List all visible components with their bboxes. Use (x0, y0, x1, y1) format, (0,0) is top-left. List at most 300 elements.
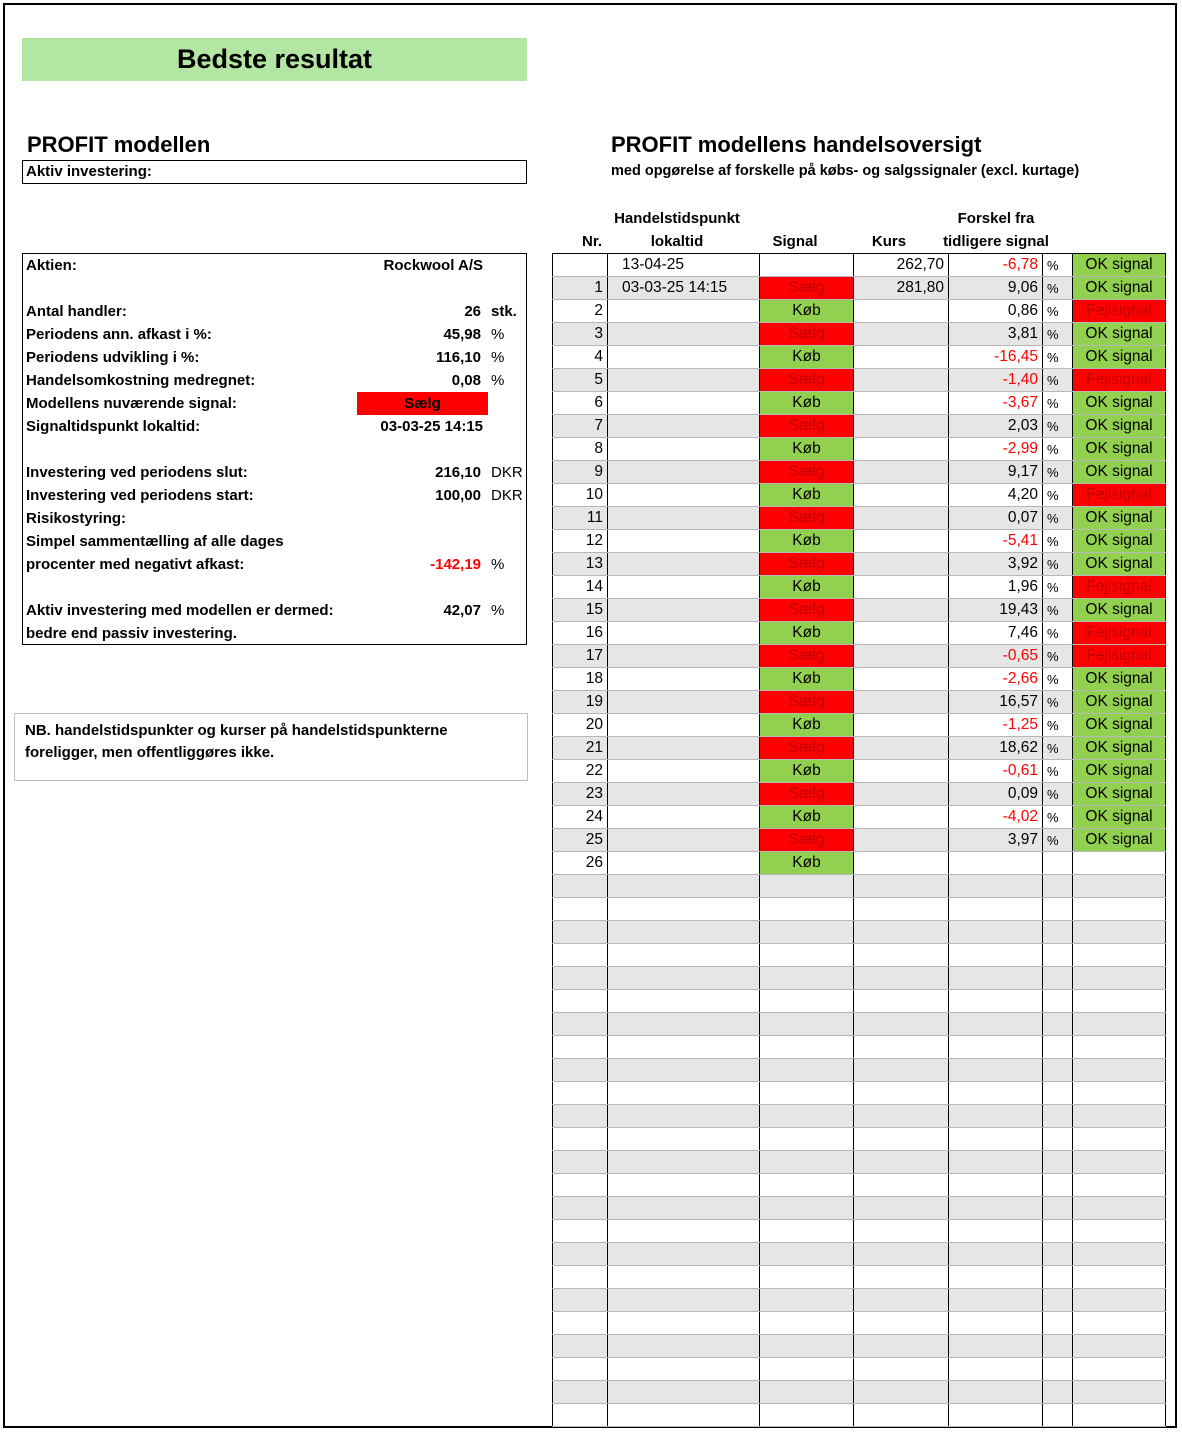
stat-value: 0,08 (451, 372, 481, 389)
cell-kurs (854, 1220, 949, 1243)
cell-kurs (854, 852, 949, 875)
cell-result: OK signal (1073, 553, 1166, 576)
cell-time (608, 1197, 760, 1220)
cell-time (608, 599, 760, 622)
table-row (553, 530, 1166, 553)
cell-result: OK signal (1073, 254, 1166, 277)
cell-nr: 14 (553, 576, 608, 599)
cell-diff (949, 1036, 1043, 1059)
cell-pct: % (1043, 484, 1073, 507)
trades-table (552, 253, 1166, 1427)
cell-diff: -2,99 (949, 438, 1043, 461)
cell-diff (949, 1151, 1043, 1174)
cell-result: OK signal (1073, 691, 1166, 714)
stat-unit: % (491, 326, 505, 343)
stat-label: procenter med negativt afkast: (26, 556, 245, 573)
stat-value: -142,19 (430, 556, 481, 573)
cell-result (1073, 1220, 1166, 1243)
cell-nr: 21 (553, 737, 608, 760)
header-diff-1: Forskel fra (957, 210, 1035, 227)
cell-signal (760, 1082, 854, 1105)
cell-pct (1043, 990, 1073, 1013)
cell-signal (760, 944, 854, 967)
cell-time (608, 622, 760, 645)
cell-kurs (854, 714, 949, 737)
cell-signal: Sælg (760, 415, 854, 438)
cell-signal: Sælg (760, 461, 854, 484)
cell-pct (1043, 1128, 1073, 1151)
cell-time (608, 507, 760, 530)
cell-nr (553, 921, 608, 944)
cell-diff: 4,20 (949, 484, 1043, 507)
cell-time (608, 369, 760, 392)
cell-signal: Køb (760, 852, 854, 875)
cell-kurs (854, 530, 949, 553)
cell-nr (553, 1358, 608, 1381)
cell-time (608, 760, 760, 783)
table-row (553, 484, 1166, 507)
cell-pct (1043, 1174, 1073, 1197)
cell-signal (760, 990, 854, 1013)
cell-result: OK signal (1073, 461, 1166, 484)
cell-kurs (854, 346, 949, 369)
stat-label: Aktien: (26, 257, 77, 274)
cell-diff: -5,41 (949, 530, 1043, 553)
cell-pct (1043, 1335, 1073, 1358)
cell-result: OK signal (1073, 714, 1166, 737)
cell-signal (760, 1151, 854, 1174)
cell-result (1073, 944, 1166, 967)
cell-kurs (854, 1312, 949, 1335)
cell-diff (949, 921, 1043, 944)
cell-kurs (854, 1243, 949, 1266)
cell-result: OK signal (1073, 737, 1166, 760)
cell-kurs (854, 507, 949, 530)
cell-signal (760, 1220, 854, 1243)
cell-signal (760, 1128, 854, 1151)
table-row (553, 1059, 1166, 1082)
cell-kurs (854, 1082, 949, 1105)
cell-pct (1043, 1082, 1073, 1105)
cell-signal: Sælg (760, 369, 854, 392)
cell-signal (760, 1013, 854, 1036)
cell-signal (760, 254, 854, 277)
cell-nr: 5 (553, 369, 608, 392)
cell-nr (553, 1105, 608, 1128)
cell-kurs (854, 829, 949, 852)
table-row (553, 438, 1166, 461)
table-row (553, 1082, 1166, 1105)
cell-result: OK signal (1073, 346, 1166, 369)
cell-time (608, 852, 760, 875)
cell-kurs (854, 875, 949, 898)
table-row (553, 852, 1166, 875)
cell-time (608, 1312, 760, 1335)
cell-kurs (854, 967, 949, 990)
cell-result (1073, 990, 1166, 1013)
table-row (553, 737, 1166, 760)
cell-signal (760, 1358, 854, 1381)
table-row (553, 1358, 1166, 1381)
cell-kurs (854, 1335, 949, 1358)
cell-kurs (854, 553, 949, 576)
cell-nr (553, 1335, 608, 1358)
table-row (553, 346, 1166, 369)
stat-aktiv-line1 (26, 599, 526, 622)
cell-pct (1043, 875, 1073, 898)
cell-nr: 2 (553, 300, 608, 323)
stat-unit: DKR (491, 464, 523, 481)
cell-diff (949, 1381, 1043, 1404)
table-row (553, 599, 1166, 622)
cell-time (608, 967, 760, 990)
cell-pct: % (1043, 530, 1073, 553)
table-row (553, 829, 1166, 852)
cell-result: OK signal (1073, 323, 1166, 346)
cell-nr (553, 1128, 608, 1151)
cell-nr: 22 (553, 760, 608, 783)
cell-result (1073, 1358, 1166, 1381)
cell-diff (949, 1220, 1043, 1243)
left-title: PROFIT modellen (27, 132, 211, 157)
stat-label: Aktiv investering med modellen er dermed: (26, 602, 334, 619)
cell-diff (949, 1335, 1043, 1358)
cell-diff: 3,97 (949, 829, 1043, 852)
table-row (553, 553, 1166, 576)
cell-result: OK signal (1073, 668, 1166, 691)
cell-result: OK signal (1073, 392, 1166, 415)
cell-nr: 10 (553, 484, 608, 507)
cell-time (608, 1220, 760, 1243)
cell-diff: 18,62 (949, 737, 1043, 760)
cell-diff: -16,45 (949, 346, 1043, 369)
cell-result (1073, 1059, 1166, 1082)
stat-label: Modellens nuværende signal: (26, 395, 237, 412)
table-row (553, 300, 1166, 323)
table-row (553, 392, 1166, 415)
cell-result (1073, 1128, 1166, 1151)
cell-nr (553, 875, 608, 898)
cell-time (608, 806, 760, 829)
stat-ann-afkast (26, 323, 526, 346)
cell-time (608, 990, 760, 1013)
cell-pct: % (1043, 346, 1073, 369)
cell-diff: 9,06 (949, 277, 1043, 300)
cell-result (1073, 1289, 1166, 1312)
table-row (553, 1174, 1166, 1197)
cell-time (608, 645, 760, 668)
table-row (553, 323, 1166, 346)
cell-nr: 3 (553, 323, 608, 346)
cell-time (608, 691, 760, 714)
cell-kurs (854, 415, 949, 438)
cell-signal (760, 967, 854, 990)
cell-time (608, 944, 760, 967)
table-row (553, 507, 1166, 530)
cell-result: OK signal (1073, 530, 1166, 553)
cell-pct: % (1043, 691, 1073, 714)
cell-result: OK signal (1073, 783, 1166, 806)
right-subtitle: med opgørelse af forskelle på købs- og salgssignaler (excl. kurtage) (611, 163, 1080, 179)
stat-value: 216,10 (435, 464, 481, 481)
table-row (553, 783, 1166, 806)
cell-signal (760, 1266, 854, 1289)
table-row (553, 806, 1166, 829)
cell-nr (553, 1197, 608, 1220)
cell-diff (949, 1358, 1043, 1381)
cell-diff: -3,67 (949, 392, 1043, 415)
cell-signal: Køb (760, 346, 854, 369)
cell-kurs (854, 369, 949, 392)
cell-nr (553, 990, 608, 1013)
cell-diff: -6,78 (949, 254, 1043, 277)
cell-kurs (854, 1128, 949, 1151)
cell-kurs (854, 1013, 949, 1036)
cell-pct: % (1043, 622, 1073, 645)
cell-pct: % (1043, 737, 1073, 760)
cell-time (608, 737, 760, 760)
stat-label: Periodens udvikling i %: (26, 349, 200, 366)
cell-time (608, 530, 760, 553)
cell-signal: Sælg (760, 599, 854, 622)
stat-aktiv-line2 (26, 622, 526, 645)
header-signal: Signal (772, 233, 818, 250)
cell-pct (1043, 1404, 1073, 1427)
cell-kurs (854, 783, 949, 806)
cell-signal: Sælg (760, 783, 854, 806)
table-row (553, 1381, 1166, 1404)
cell-result: OK signal (1073, 829, 1166, 852)
stat-udvikling (26, 346, 526, 369)
cell-nr: 13 (553, 553, 608, 576)
cell-signal: Sælg (760, 691, 854, 714)
cell-signal: Sælg (760, 645, 854, 668)
cell-signal (760, 1197, 854, 1220)
stats-panel (22, 253, 527, 645)
cell-pct: % (1043, 829, 1073, 852)
cell-kurs (854, 806, 949, 829)
cell-nr: 7 (553, 415, 608, 438)
cell-result (1073, 852, 1166, 875)
cell-kurs: 262,70 (854, 254, 949, 277)
cell-signal (760, 1404, 854, 1427)
stat-nuvaerende-signal (26, 392, 526, 415)
cell-time (608, 898, 760, 921)
table-row (553, 461, 1166, 484)
cell-time (608, 1013, 760, 1036)
stat-value: 03-03-25 14:15 (380, 418, 483, 435)
cell-time (608, 1036, 760, 1059)
cell-nr: 25 (553, 829, 608, 852)
cell-diff: 0,86 (949, 300, 1043, 323)
stat-label: bedre end passiv investering. (26, 625, 237, 642)
cell-time (608, 829, 760, 852)
cell-nr: 6 (553, 392, 608, 415)
cell-result (1073, 921, 1166, 944)
cell-diff (949, 1013, 1043, 1036)
cell-signal: Køb (760, 668, 854, 691)
cell-nr (553, 1404, 608, 1427)
cell-kurs (854, 668, 949, 691)
cell-diff (949, 1404, 1043, 1427)
cell-result (1073, 1335, 1166, 1358)
cell-time (608, 1289, 760, 1312)
cell-time: 13-04-25 (608, 254, 760, 277)
cell-signal: Køb (760, 714, 854, 737)
table-row (553, 1335, 1166, 1358)
cell-result (1073, 967, 1166, 990)
cell-diff: 3,92 (949, 553, 1043, 576)
cell-result: OK signal (1073, 599, 1166, 622)
banner-title: Bedste resultat (22, 38, 527, 81)
cell-kurs (854, 990, 949, 1013)
cell-nr (553, 1059, 608, 1082)
cell-time (608, 415, 760, 438)
stat-label: Antal handler: (26, 303, 127, 320)
note-line: NB. handelstidspunkter og kurser på handelstidspunkterne (25, 722, 448, 739)
stat-handelsomkostning (26, 369, 526, 392)
cell-pct (1043, 1220, 1073, 1243)
table-row (553, 622, 1166, 645)
cell-pct: % (1043, 507, 1073, 530)
cell-nr (553, 1036, 608, 1059)
cell-time (608, 1335, 760, 1358)
table-row (553, 921, 1166, 944)
cell-pct (1043, 1312, 1073, 1335)
cell-kurs (854, 1266, 949, 1289)
cell-kurs (854, 760, 949, 783)
cell-pct: % (1043, 415, 1073, 438)
cell-signal: Sælg (760, 277, 854, 300)
cell-time (608, 300, 760, 323)
cell-signal (760, 1381, 854, 1404)
cell-nr (553, 1174, 608, 1197)
cell-kurs (854, 323, 949, 346)
header-time-1: Handelstidspunkt (614, 210, 740, 227)
table-row (553, 1197, 1166, 1220)
table-row (553, 1036, 1166, 1059)
cell-pct: % (1043, 668, 1073, 691)
table-row (553, 967, 1166, 990)
cell-time (608, 1266, 760, 1289)
cell-pct (1043, 1105, 1073, 1128)
cell-signal (760, 1105, 854, 1128)
cell-pct (1043, 1266, 1073, 1289)
cell-diff: -0,61 (949, 760, 1043, 783)
cell-signal (760, 1174, 854, 1197)
cell-pct (1043, 1381, 1073, 1404)
cell-nr: 16 (553, 622, 608, 645)
cell-time (608, 1404, 760, 1427)
cell-kurs (854, 438, 949, 461)
cell-kurs (854, 1404, 949, 1427)
cell-pct: % (1043, 576, 1073, 599)
table-row (553, 944, 1166, 967)
cell-nr: 12 (553, 530, 608, 553)
cell-result (1073, 1266, 1166, 1289)
header-time-2: lokaltid (650, 233, 704, 250)
stat-unit: stk. (491, 303, 517, 320)
cell-pct (1043, 967, 1073, 990)
cell-signal: Køb (760, 806, 854, 829)
stat-value: 116,10 (435, 349, 481, 366)
cell-diff (949, 1105, 1043, 1128)
cell-pct: % (1043, 806, 1073, 829)
cell-result (1073, 1243, 1166, 1266)
cell-kurs: 281,80 (854, 277, 949, 300)
cell-nr (553, 1381, 608, 1404)
stat-value: Rockwool A/S (383, 257, 483, 274)
cell-pct (1043, 1151, 1073, 1174)
stat-label: Handelsomkostning medregnet: (26, 372, 256, 389)
cell-nr (553, 1289, 608, 1312)
cell-diff: -1,25 (949, 714, 1043, 737)
table-row (553, 645, 1166, 668)
cell-kurs (854, 1174, 949, 1197)
stat-unit: % (491, 602, 505, 619)
cell-result: OK signal (1073, 806, 1166, 829)
stat-risikostyring (26, 507, 526, 530)
cell-signal: Køb (760, 760, 854, 783)
cell-pct: % (1043, 277, 1073, 300)
cell-kurs (854, 1059, 949, 1082)
cell-diff: 7,46 (949, 622, 1043, 645)
cell-result (1073, 1151, 1166, 1174)
table-row (553, 254, 1166, 277)
cell-time (608, 1174, 760, 1197)
stat-investering-start (26, 484, 526, 507)
table-row (553, 415, 1166, 438)
cell-result: Fejlsignal (1073, 369, 1166, 392)
cell-time (608, 392, 760, 415)
cell-pct: % (1043, 392, 1073, 415)
cell-pct: % (1043, 369, 1073, 392)
cell-kurs (854, 645, 949, 668)
cell-time (608, 714, 760, 737)
cell-nr (553, 1220, 608, 1243)
cell-kurs (854, 1289, 949, 1312)
cell-diff (949, 1312, 1043, 1335)
cell-signal: Køb (760, 300, 854, 323)
cell-time (608, 484, 760, 507)
cell-diff (949, 1082, 1043, 1105)
cell-pct (1043, 1059, 1073, 1082)
cell-result: Fejlsignal (1073, 576, 1166, 599)
cell-diff (949, 1059, 1043, 1082)
cell-kurs (854, 898, 949, 921)
stat-unit: DKR (491, 487, 523, 504)
cell-nr: 4 (553, 346, 608, 369)
cell-result (1073, 898, 1166, 921)
cell-nr: 20 (553, 714, 608, 737)
stat-aktien (26, 254, 526, 277)
cell-time (608, 1128, 760, 1151)
cell-pct (1043, 1036, 1073, 1059)
cell-pct (1043, 852, 1073, 875)
current-signal-badge: Sælg (357, 392, 488, 415)
stat-value: 26 (464, 303, 481, 320)
cell-signal: Køb (760, 392, 854, 415)
aktiv-investering-box: Aktiv investering: (22, 160, 527, 184)
cell-time (608, 1105, 760, 1128)
cell-signal: Sælg (760, 737, 854, 760)
cell-time (608, 1151, 760, 1174)
cell-diff: 16,57 (949, 691, 1043, 714)
cell-signal: Køb (760, 622, 854, 645)
table-row (553, 691, 1166, 714)
stat-label: Investering ved periodens slut: (26, 464, 248, 481)
cell-result: OK signal (1073, 415, 1166, 438)
